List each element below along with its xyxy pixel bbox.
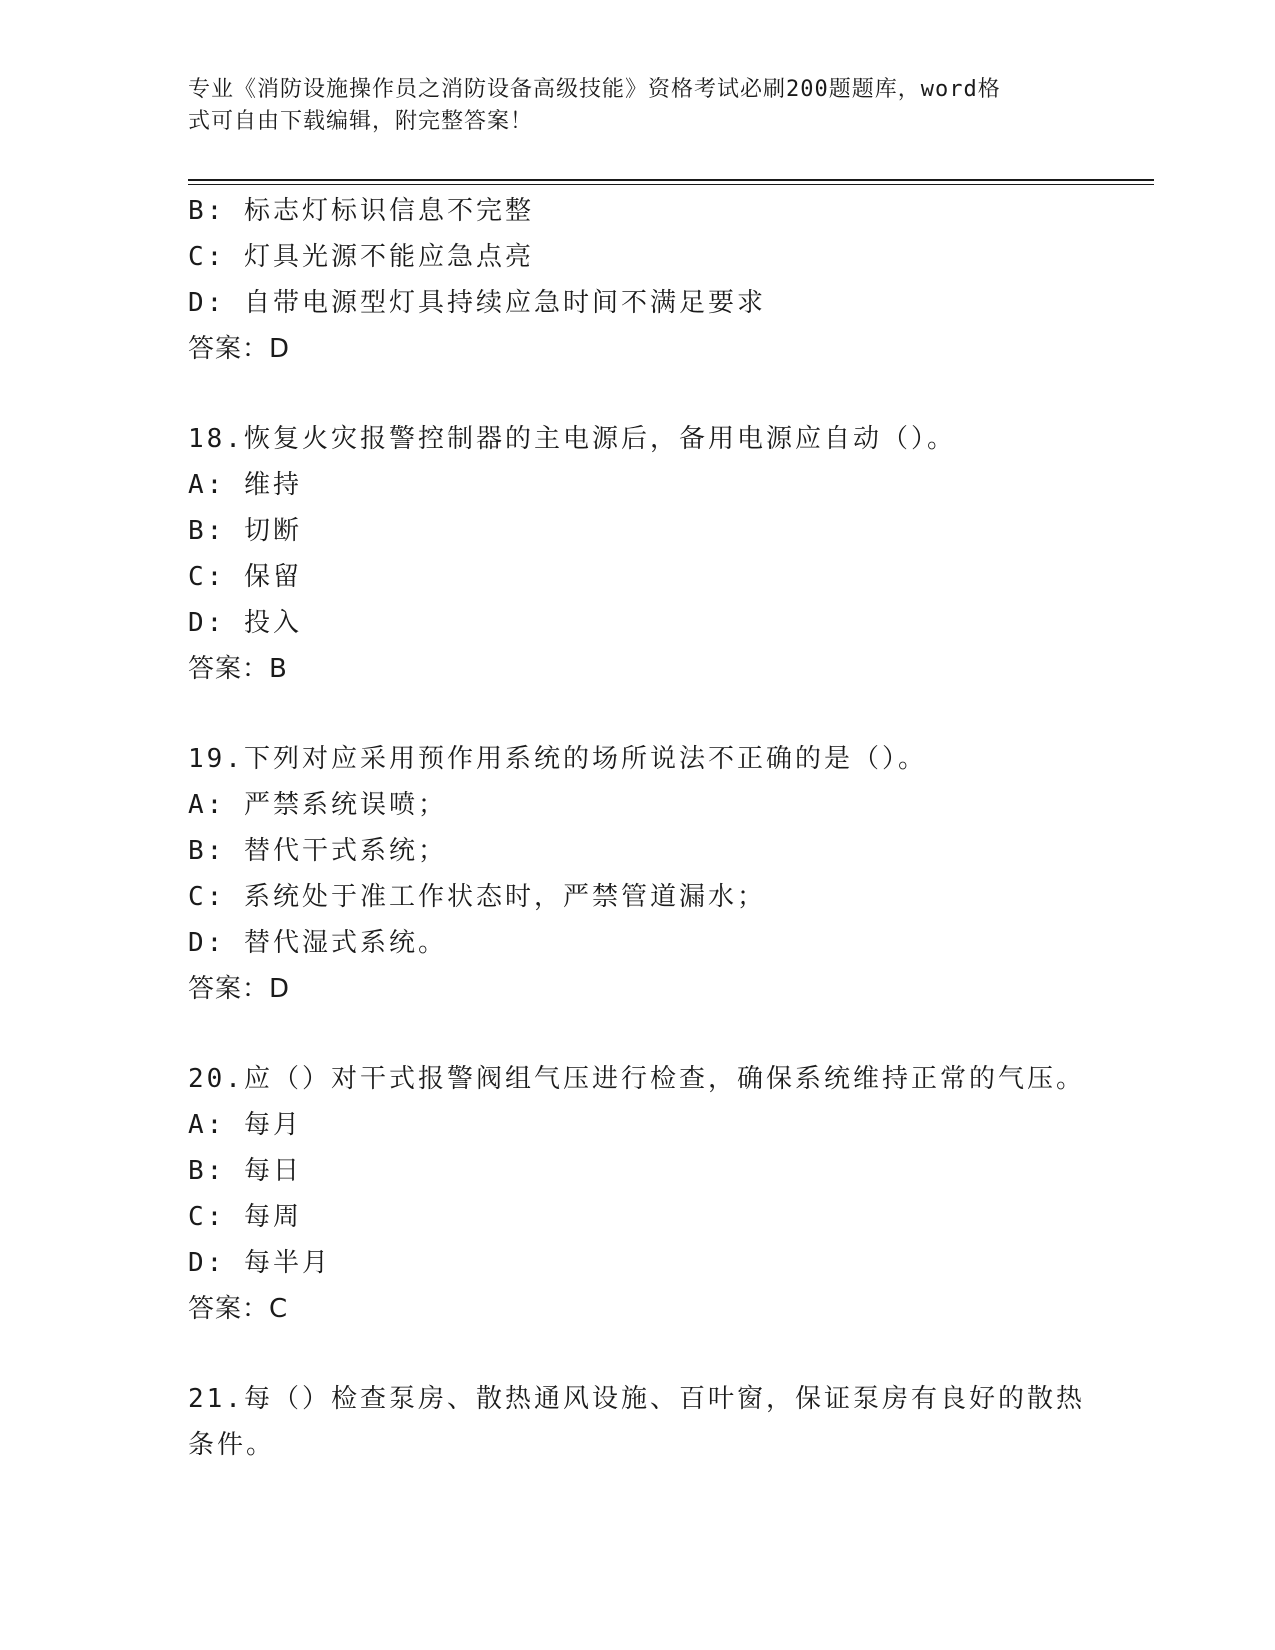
option-a: A: 严禁系统误喷； (188, 790, 447, 820)
header-divider-thin (188, 184, 1154, 185)
answer: 答案：D (188, 974, 291, 1004)
option-d: D: 替代湿式系统。 (188, 928, 447, 958)
option-d: D: 自带电源型灯具持续应急时间不满足要求 (188, 288, 766, 318)
question-21 (188, 1376, 1088, 1468)
option-c: C: 灯具光源不能应急点亮 (188, 242, 534, 272)
answer: 答案：D (188, 334, 291, 364)
question-18 (188, 416, 1088, 692)
option-d: D: 每半月 (188, 1248, 331, 1278)
question-stem-line-1: 21.每（）检查泵房、散热通风设施、百叶窗，保证泵房有良好的散热 (188, 1384, 1085, 1414)
header-line-2: 式可自由下载编辑，附完整答案！ (188, 109, 534, 134)
option-a: A: 每月 (188, 1110, 302, 1140)
question-20 (188, 1056, 1088, 1332)
question-stem: 20.应（）对干式报警阀组气压进行检查，确保系统维持正常的气压。 (188, 1064, 1085, 1094)
answer: 答案：B (188, 654, 288, 684)
answer: 答案：C (188, 1294, 289, 1324)
option-b: B: 切断 (188, 516, 302, 546)
option-c: C: 每周 (188, 1202, 302, 1232)
document-header (188, 74, 1068, 138)
question-17-tail (188, 188, 1088, 372)
option-b: B: 替代干式系统； (188, 836, 447, 866)
option-a: A: 维持 (188, 470, 302, 500)
question-stem: 18.恢复火灾报警控制器的主电源后，备用电源应自动（）。 (188, 424, 956, 454)
option-c: C: 系统处于准工作状态时，严禁管道漏水； (188, 882, 766, 912)
question-stem: 19.下列对应采用预作用系统的场所说法不正确的是（）。 (188, 744, 927, 774)
header-divider-thick (188, 179, 1154, 181)
question-list (188, 188, 1088, 1468)
question-stem-line-2: 条件。 (188, 1430, 276, 1460)
header-line-1: 专业《消防设施操作员之消防设备高级技能》资格考试必刷200题题库，word格 (188, 77, 1001, 102)
option-b: B: 每日 (188, 1156, 302, 1186)
option-c: C: 保留 (188, 562, 302, 592)
option-d: D: 投入 (188, 608, 302, 638)
question-19 (188, 736, 1088, 1012)
option-b: B: 标志灯标识信息不完整 (188, 196, 534, 226)
